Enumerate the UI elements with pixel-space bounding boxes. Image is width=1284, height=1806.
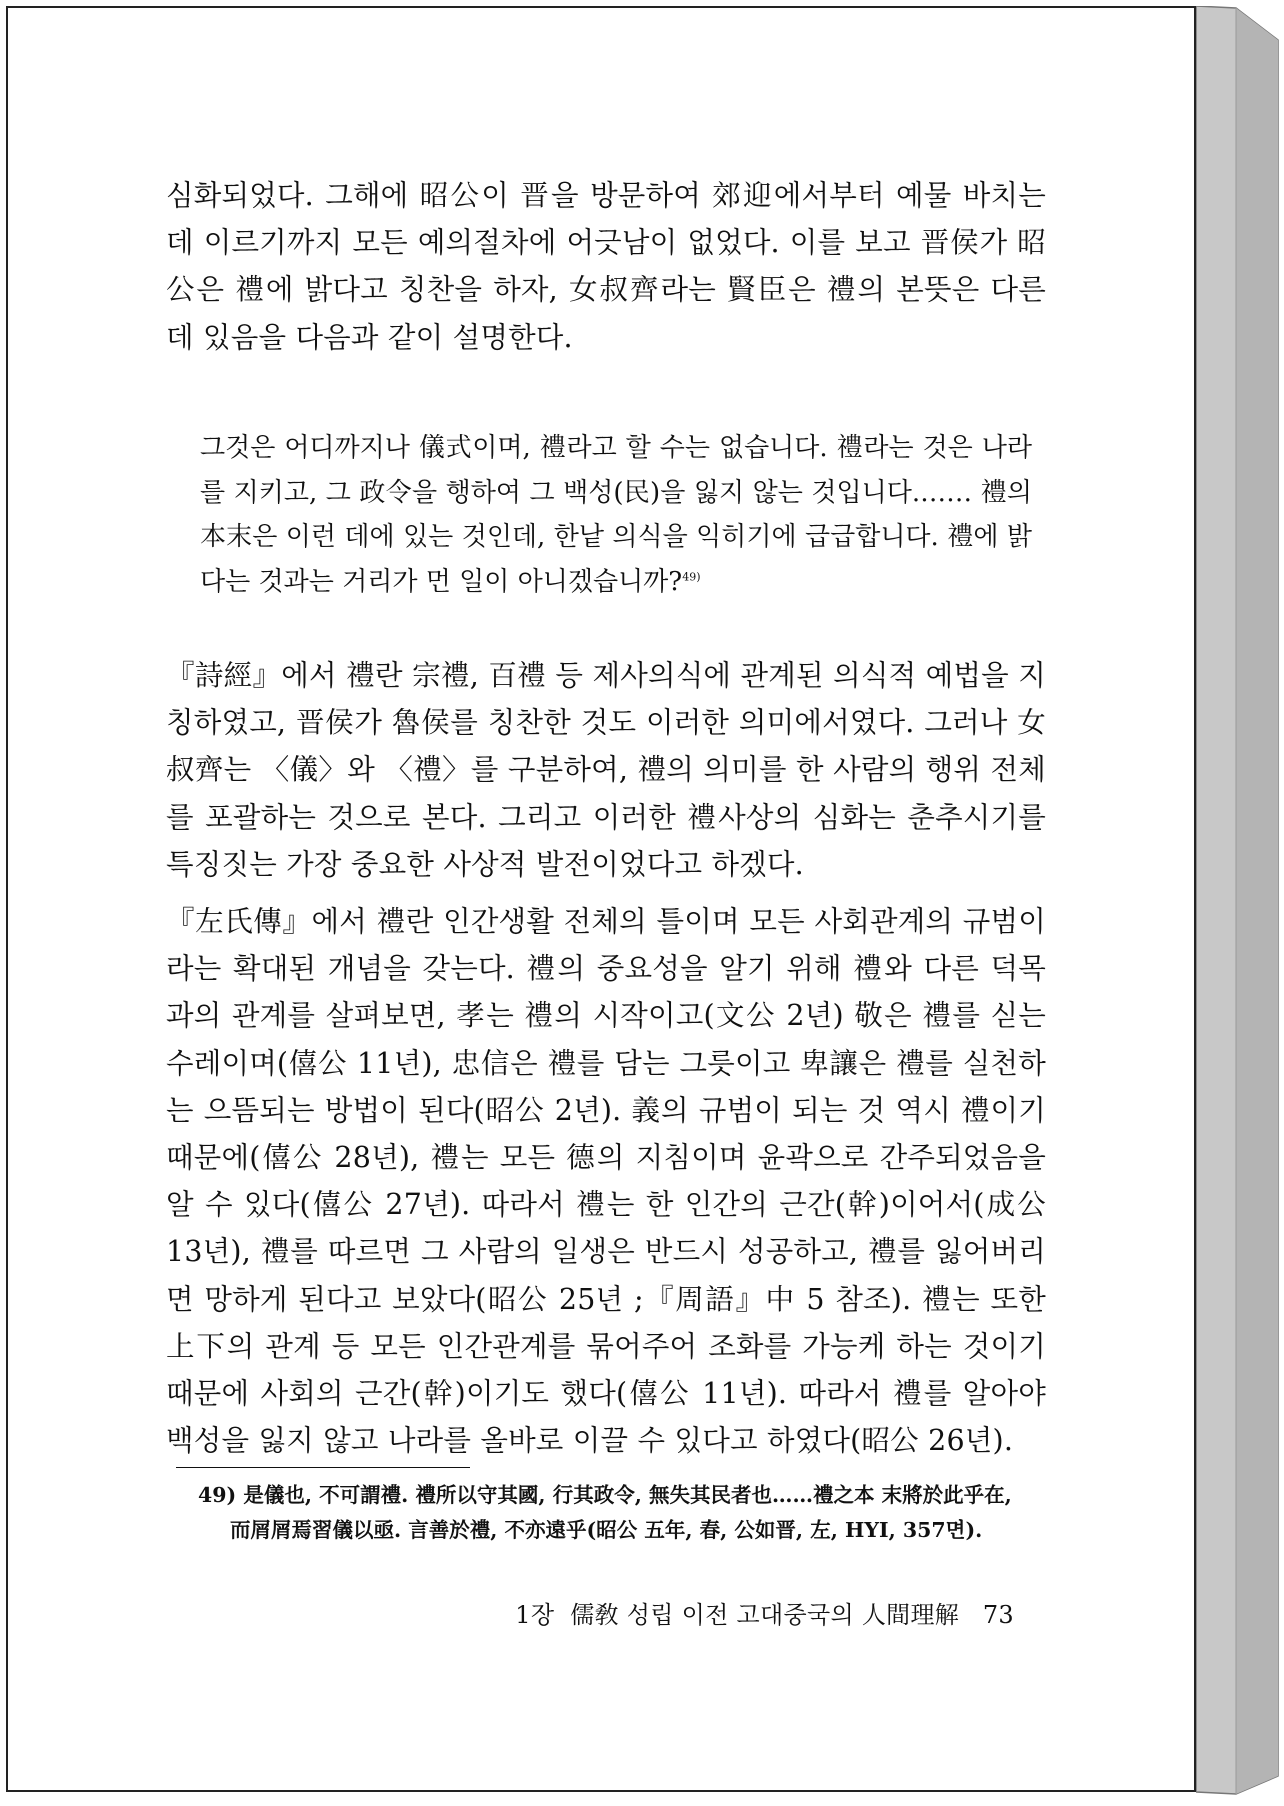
- block-quote: [200, 426, 1032, 604]
- intro-paragraph: 심화되었다. 그해에 昭公이 晋을 방문하여 郊迎에서부터 예물 바치는 데 이르기까지 모든 예의절차에 어긋남이 없었다. 이를 보고 晋侯가 昭公은 禮에 밝다고 칭찬을 하자, 女叔齊라는 賢臣은 禮의 본뜻은 다른 데 있음을 다음과 같이 설명한다.: [166, 179, 1046, 354]
- footnote-number: 49): [198, 1483, 237, 1507]
- quote-text: 그것은 어디까지나 儀式이며, 禮라고 할 수는 없습니다. 禮라는 것은 나라를 지키고, 그 政令을 행하여 그 백성(民)을 잃지 않는 것입니다.…… 禮의 本末은 이런 데에 있는 것인데, 한낱 의식을 익히기에 급급합니다. 禮에 밝다는 것과는 거리가 먼 일이 아니겠습니까?: [200, 433, 1032, 597]
- footer-chapter: 1장: [515, 1601, 555, 1629]
- page-edge: [1196, 6, 1280, 1796]
- footnote-rule: [176, 1467, 470, 1468]
- shijing-paragraph: 『詩經』에서 禮란 宗禮, 百禮 등 제사의식에 관계된 의식적 예법을 지칭하였고, 晋侯가 魯侯를 칭찬한 것도 이러한 의미에서였다. 그러나 女叔齊는 〈儀〉와 〈禮〉를 구분하여, 禮의 의미를 한 사람의 행위 전체를 포괄하는 것으로 본다. 그리고 이러한 禮사상의 심화는 춘추시기를 특징짓는 가장 중요한 사상적 발전이었다고 하겠다.: [166, 659, 1046, 881]
- footnote: [198, 1478, 1046, 1548]
- zuozhuan-paragraph: 『左氏傳』에서 禮란 인간생활 전체의 틀이며 모든 사회관계의 규범이라는 확대된 개념을 갖는다. 禮의 중요성을 알기 위해 禮와 다른 덕목과의 관계를 살펴보면, 孝는 禮의 시작이고(文公 2년) 敬은 禮를 싣는 수레이며(僖公 11년), 忠信은 禮를 담는 그릇이고 卑讓은 禮를 실천하는 으뜸되는 방법이 된다(昭公 2년). 義의 규범이 되는 것 역시 禮이기 때문에(僖公 28년), 禮는 모든 德의 지침이며 윤곽으로 간주되었음을 알 수 있다(僖公 27년). 따라서 禮는 한 인간의 근간(幹)이어서(成公 13년), 禮를 따르면 그 사람의 일생은 반드시 성공하고, 禮를 잃어버리면 망하게 된다고 보았다(昭公 25년 ;『周語』中 5 참조). 禮는 또한 上下의 관계 등 모든 인간관계를 묶어주어 조화를 가능케 하는 것이기 때문에 사회의 근간(幹)이기도 했다(僖公 11년). 따라서 禮를 알아야 백성을 잃지 않고 나라를 올바로 이끌 수 있다고 하였다(昭公 26년).: [166, 905, 1046, 1458]
- footnote-line-1: 是儀也, 不可謂禮. 禮所以守其國, 行其政令, 無失其民者也……禮之本 末將於此乎在,: [243, 1483, 1012, 1507]
- running-footer: [515, 1600, 1014, 1630]
- footnote-line-2: 而屑屑焉習儀以亟. 言善於禮, 不亦遠乎(昭公 五年, 春, 公如晋, 左, HYI, 357면).: [230, 1518, 983, 1542]
- footer-title: 儒敎 성립 이전 고대중국의 人間理解: [570, 1601, 960, 1629]
- page-number: 73: [982, 1601, 1014, 1629]
- footnote-ref: 49): [682, 569, 701, 583]
